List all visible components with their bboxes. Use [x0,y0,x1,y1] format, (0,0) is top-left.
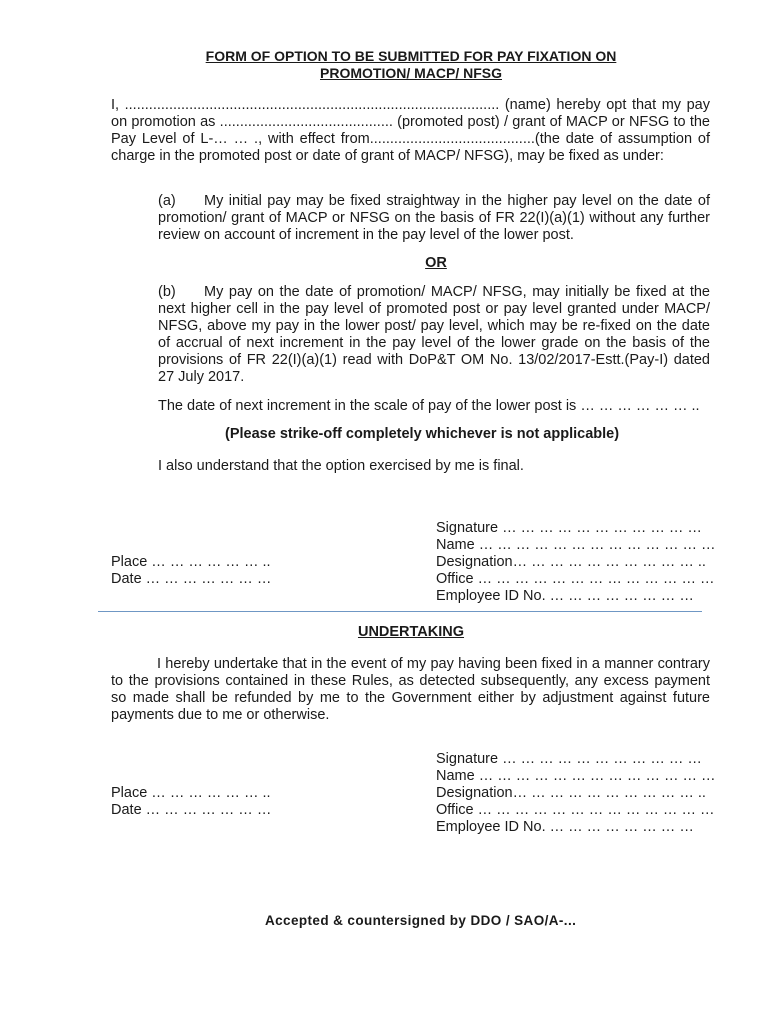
date-field: Date … … … … … … … [111,802,272,818]
accepted-countersigned-line: Accepted & countersigned by DDO / SAO/A-... [265,913,577,928]
employee-id-field: Employee ID No. … … … … … … … … [436,819,694,835]
undertaking-heading: UNDERTAKING [357,624,465,640]
place-field: Place … … … … … … .. [111,785,271,801]
option-a-text: My initial pay may be fixed straightway in the higher pay level on the date of promotion/ grant of MACP or NFSG on the basis of FR 22(I)(a)(1) without any further review on account of increment in the pay level of the lower post. [158,193,710,243]
option-b-label: (b) [158,284,176,300]
or-separator: OR [425,255,447,271]
strike-off-note: (Please strike-off completely whichever is not applicable) [225,426,620,442]
section-divider [98,611,702,612]
designation-field: Designation… … … … … … … … … … .. [436,785,706,801]
final-note: I also understand that the option exercised by me is final. [158,458,524,474]
place-field: Place … … … … … … .. [111,554,271,570]
name-field: Name … … … … … … … … … … … … … [436,768,716,784]
option-b-text: My pay on the date of promotion/ MACP/ NFSG, may initially be fixed at the next higher cell in the pay level of promoted post or pay level granted under MACP/ NFSG, above my pay in the lower post/ pay level, which may be re-fixed on the date of accrual of next increment in the pay level of the lower grade on the basis of the provisions of FR 22(I)(a)(1) read with DoP&T OM No. 13/02/2017-Estt.(Pay-I) dated 27 July 2017. [158,284,710,385]
office-field: Office … … … … … … … … … … … … … [436,802,715,818]
designation-field: Designation… … … … … … … … … … .. [436,554,706,570]
option-a-label: (a) [158,193,176,209]
intro-paragraph: I, ............................................................................................. (name) hereby opt that my pay on promotion as ........................................... (promoted post) / grant of MACP or NFSG to the Pay Level of L-… … ., with effect from.........................................(the date of assumption of charge in the promoted post or date of grant of MACP/ NFSG), may be fixed as under: [111,97,710,164]
employee-id-field: Employee ID No. … … … … … … … … [436,588,694,604]
form-title-line-2: PROMOTION/ MACP/ NFSG [320,65,502,81]
form-title-line-1: FORM OF OPTION TO BE SUBMITTED FOR PAY FIXATION ON [205,48,617,64]
signature-field: Signature … … … … … … … … … … … [436,520,702,536]
office-field: Office … … … … … … … … … … … … … [436,571,715,587]
name-field: Name … … … … … … … … … … … … … [436,537,716,553]
signature-field: Signature … … … … … … … … … … … [436,751,702,767]
undertaking-text: I hereby undertake that in the event of my pay having been fixed in a manner contrary to the provisions contained in these Rules, as detected subsequently, any excess payment so made shall be refunded by me to the Government either by adjustment against future payments due to me or otherwise. [111,656,710,723]
next-increment-line: The date of next increment in the scale of pay of the lower post is … … … … … … .. [158,398,700,414]
date-field: Date … … … … … … … [111,571,272,587]
